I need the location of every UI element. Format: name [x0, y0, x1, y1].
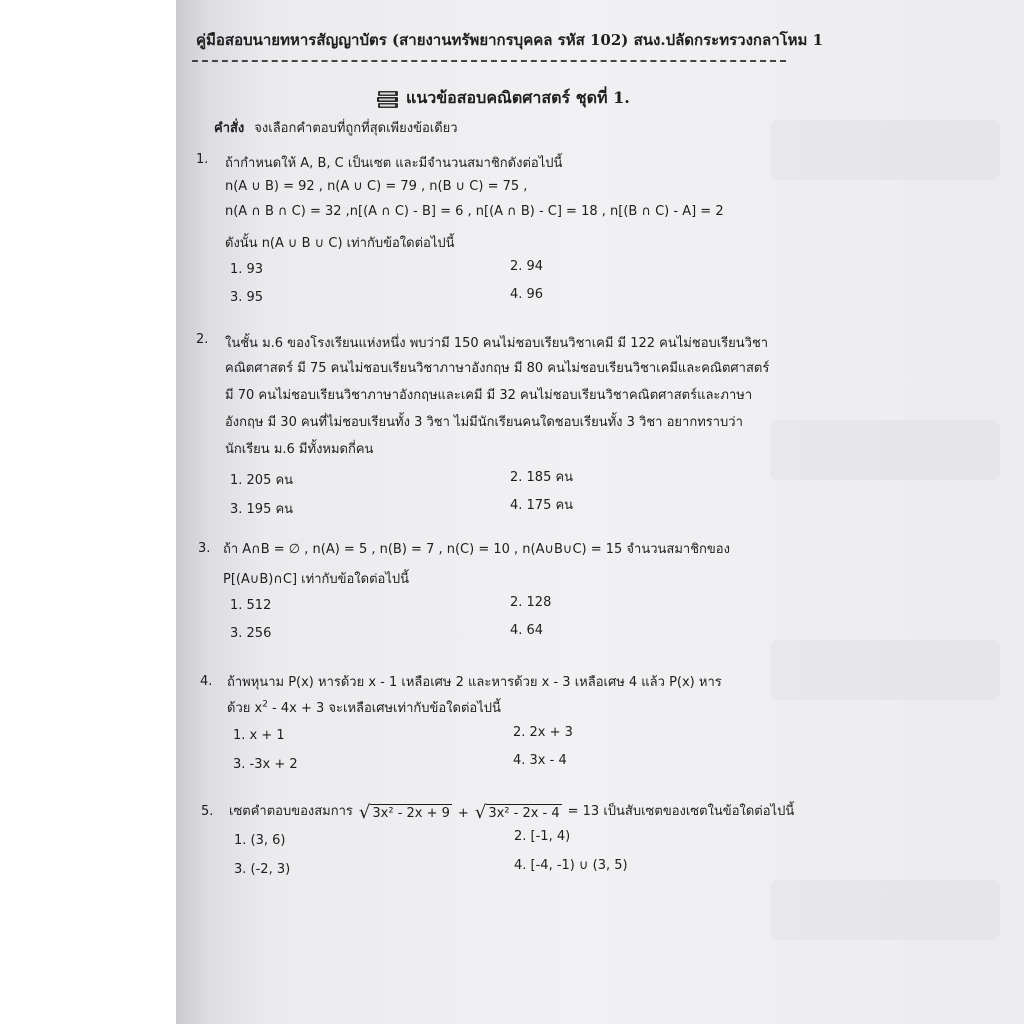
- answer-choice[interactable]: 3. (-2, 3): [234, 862, 291, 877]
- question-text: เซตคำตอบของสมการ: [229, 804, 353, 819]
- question-line: ดังนั้น n(A ∪ B ∪ C) เท่ากับข้อใดต่อไปนี้: [225, 236, 455, 251]
- answer-choice[interactable]: 4. [-4, -1) ∪ (3, 5): [514, 858, 628, 873]
- square-root: √ 3x² - 2x - 4: [474, 802, 560, 823]
- answer-choice[interactable]: 3. 95: [230, 290, 264, 305]
- page-header: คู่มือสอบนายทหารสัญญาบัตร (สายงานทรัพยากรบุคคล รหัส 102) สนง.ปลัดกระทรวงกลาโหม 1: [196, 31, 824, 49]
- answer-choice[interactable]: 2. [-1, 4): [514, 829, 571, 844]
- answer-choice[interactable]: 4. 64: [510, 623, 544, 638]
- question-line: อังกฤษ มี 30 คนที่ไม่ชอบเรียนทั้ง 3 วิชา ไม่มีนักเรียนคนใดชอบเรียนทั้ง 3 วิชา อยากทราบว่า: [225, 415, 743, 430]
- question-number: 5.: [201, 804, 214, 819]
- question-text: ด้วย x: [227, 701, 263, 716]
- answer-choice[interactable]: 1. 205 คน: [230, 473, 294, 488]
- answer-choice[interactable]: 3. 195 คน: [230, 502, 294, 517]
- answer-choice[interactable]: 3. 256: [230, 626, 272, 641]
- question-line: มี 70 คนไม่ชอบเรียนวิชาภาษาอังกฤษและเคมี มี 32 คนไม่ชอบเรียนวิชาคณิตศาสตร์และภาษา: [225, 388, 753, 403]
- answer-choice[interactable]: 2. 185 คน: [510, 470, 574, 485]
- question-line: P[(A∪B)∩C] เท่ากับข้อใดต่อไปนี้: [223, 572, 410, 587]
- question-line: n(A ∪ B) = 92 , n(A ∪ C) = 79 , n(B ∪ C) = 75 ,: [225, 179, 528, 194]
- answer-choice[interactable]: 2. 94: [510, 259, 544, 274]
- answer-choice[interactable]: 4. 3x - 4: [513, 753, 567, 768]
- answer-choice[interactable]: 1. (3, 6): [234, 833, 286, 848]
- bleed-through-shadow: [770, 880, 1000, 940]
- question-number: 1.: [196, 152, 209, 167]
- plus-sign: +: [457, 806, 469, 821]
- answer-choice[interactable]: 4. 96: [510, 287, 544, 302]
- answer-choice[interactable]: 1. x + 1: [233, 728, 285, 743]
- book-stack-icon: [376, 89, 400, 109]
- title-text: แนวข้อสอบคณิตศาสตร์ ชุดที่ 1.: [406, 88, 630, 107]
- header-divider: [192, 60, 786, 62]
- question-line: ถ้าพหุนาม P(x) หารด้วย x - 1 เหลือเศษ 2 และหารด้วย x - 3 เหลือเศษ 4 แล้ว P(x) หาร: [227, 675, 722, 690]
- bleed-through-shadow: [770, 420, 1000, 480]
- question-text: - 4x + 3 จะเหลือเศษเท่ากับข้อใดต่อไปนี้: [267, 701, 501, 716]
- question-line: คณิตศาสตร์ มี 75 คนไม่ชอบเรียนวิชาภาษาอังกฤษ มี 80 คนไม่ชอบเรียนวิชาเคมีและคณิตศาสตร์: [225, 361, 770, 376]
- radicand: 3x² - 2x + 9: [372, 806, 450, 821]
- answer-choice[interactable]: 2. 128: [510, 595, 552, 610]
- question-line: นักเรียน ม.6 มีทั้งหมดกี่คน: [225, 442, 374, 457]
- question-line: [227, 697, 501, 718]
- answer-choice[interactable]: 1. 512: [230, 598, 272, 613]
- bleed-through-shadow: [770, 640, 1000, 700]
- bleed-through-shadow: [770, 120, 1000, 180]
- answer-choice[interactable]: 4. 175 คน: [510, 498, 574, 513]
- instruction-text: จงเลือกคำตอบที่ถูกที่สุดเพียงข้อเดียว: [254, 121, 458, 136]
- exponent: 2: [262, 699, 268, 710]
- answer-choice[interactable]: 2. 2x + 3: [513, 725, 573, 740]
- question-line: ถ้า A∩B = ∅ , n(A) = 5 , n(B) = 7 , n(C) = 10 , n(A∪B∪C) = 15 จำนวนสมาชิกของ: [223, 542, 730, 557]
- question-text: = 13 เป็นสับเซตของเซตในข้อใดต่อไปนี้: [567, 804, 795, 819]
- question-line: ในชั้น ม.6 ของโรงเรียนแห่งหนึ่ง พบว่ามี 150 คนไม่ชอบเรียนวิชาเคมี มี 122 คนไม่ชอบเรียนวิชา: [225, 336, 769, 351]
- answer-choice[interactable]: 1. 93: [230, 262, 264, 277]
- answer-choice[interactable]: 3. -3x + 2: [233, 757, 298, 772]
- question-number: 4.: [200, 674, 213, 689]
- radicand: 3x² - 2x - 4: [488, 806, 560, 821]
- section-title: [376, 86, 636, 111]
- equation-line: [229, 800, 794, 821]
- question-number: 2.: [196, 332, 209, 347]
- question-line: ถ้ากำหนดให้ A, B, C เป็นเซต และมีจำนวนสมาชิกดังต่อไปนี้: [225, 156, 563, 171]
- instruction-label: คำสั่ง: [214, 121, 245, 136]
- instruction: [214, 117, 458, 138]
- question-number: 3.: [198, 541, 211, 556]
- question-line: n(A ∩ B ∩ C) = 32 ,n[(A ∩ C) - B] = 6 , n[(A ∩ B) - C] = 18 , n[(B ∩ C) - A] = 2: [225, 204, 724, 219]
- square-root: √ 3x² - 2x + 9: [358, 802, 450, 823]
